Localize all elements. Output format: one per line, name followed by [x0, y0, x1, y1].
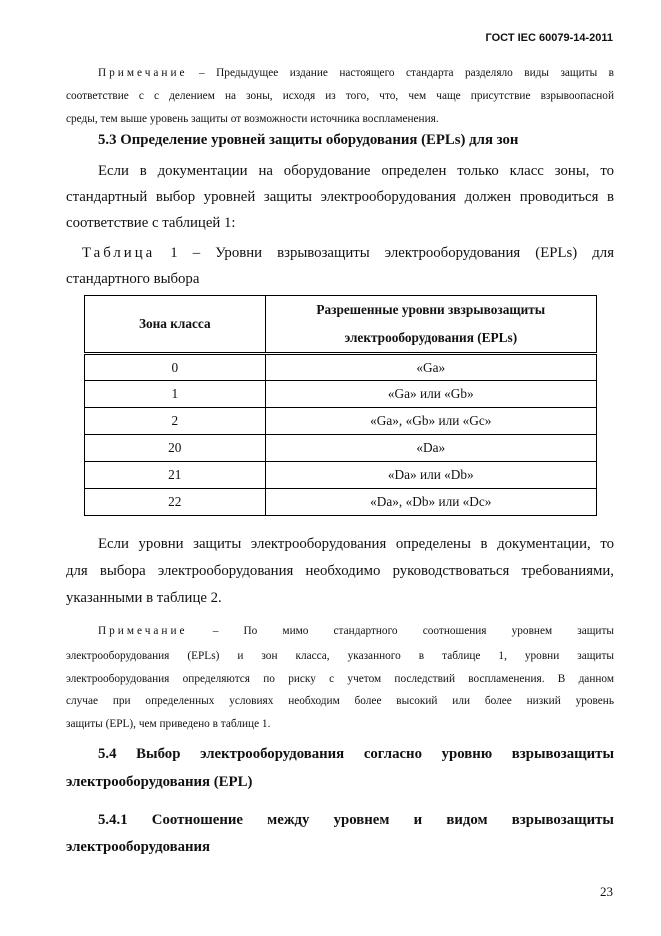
section-5-4-1-title-line1: 5.4.1 Соотношение между уровнем и видом взрывозащиты: [98, 812, 614, 828]
zone-cell: 20: [85, 435, 266, 462]
col-header-epl-line1: Разрешенные уровни звзрывозащиты: [316, 302, 546, 317]
table-header-row: [85, 296, 597, 354]
section-5-4-title-line1: 5.4 Выбор электрооборудования согласно уровню взрывозащиты: [98, 746, 614, 762]
table-row: [85, 408, 597, 435]
zone-cell: 2: [85, 408, 266, 435]
epl-cell: «Da» или «Db»: [265, 462, 596, 489]
section-5-3-line2: стандартный выбор уровней защиты электрооборудования должен проводиться в: [66, 189, 614, 205]
note2-dash: –: [212, 625, 219, 637]
table-row: [85, 462, 597, 489]
section-5-3-line3: соответствие с таблицей 1:: [66, 215, 236, 231]
table-row: [85, 489, 597, 516]
table-1: [84, 295, 597, 516]
epl-cell: «Ga»: [265, 354, 596, 381]
section-5-3-line1: Если в документации на оборудование определен только класс зоны, то: [98, 163, 614, 179]
para-line1: Если уровни защиты электрооборудования определены в документации, то: [98, 536, 614, 552]
note1-line3: среды, тем выше уровень защиты от возможности источника воспламенения.: [66, 113, 439, 125]
note1-dash: –: [199, 67, 205, 79]
table1-caption-text: 1 – Уровни взрывозащиты электрооборудования (EPLs) для: [170, 245, 614, 261]
table-row: [85, 354, 597, 381]
note1-line2: соответствие с с делением на зоны, исходя из того, что, чем чаще присутствие взрывоопасной: [66, 90, 614, 102]
note2-text: По мимо стандартного соотношения уровнем защиты: [243, 625, 615, 637]
page-number: 23: [600, 884, 613, 899]
note2-line2: электрооборудования (EPLs) и зон класса, указанного в таблице 1, уровни защиты: [66, 650, 614, 662]
epl-cell: «Da», «Db» или «Dc»: [265, 489, 596, 516]
note1-text: Предыдущее издание настоящего стандарта разделяло виды защиты в: [216, 67, 614, 79]
document-standard-id: ГОСТ IEC 60079-14-2011: [485, 32, 613, 44]
epl-cell: «Ga», «Gb» или «Gc»: [265, 408, 596, 435]
col-header-epl: [265, 296, 596, 354]
col-header-epl-line2: электрооборудования (EPLs): [344, 330, 518, 345]
note2-line3: электрооборудования определяются по риску с учетом последствий воспламенения. В данном: [66, 673, 614, 685]
note1-line1: [98, 62, 614, 84]
note2-label: Примечание: [98, 625, 188, 637]
col-header-zone: Зона класса: [85, 296, 266, 354]
zone-cell: 1: [85, 381, 266, 408]
table1-caption-line2: стандартного выбора: [66, 271, 200, 287]
epl-cell: «Ga» или «Gb»: [265, 381, 596, 408]
table-row: [85, 435, 597, 462]
section-5-4-1-title-line2: электрооборудования: [66, 839, 211, 855]
section-5-4-title-line2: электрооборудования (EPL): [66, 774, 253, 790]
para-line3: указанными в таблице 2.: [66, 590, 222, 606]
table-row: [85, 381, 597, 408]
zone-cell: 0: [85, 354, 266, 381]
table1-caption-label: Таблица: [82, 245, 156, 261]
note2-line1: [98, 620, 614, 642]
section-5-3-title: 5.3 Определение уровней защиты оборудования (EPLs) для зон: [98, 132, 519, 148]
para-line2: для выбора электрооборудования необходимо руководствоваться требованиями,: [66, 563, 614, 579]
zone-cell: 21: [85, 462, 266, 489]
table1-caption-line1: [82, 240, 614, 266]
note2-line4: случае при определенных условиях необходим более высокий или более низкий уровень: [66, 695, 614, 707]
zone-cell: 22: [85, 489, 266, 516]
note2-line5: защиты (EPL), чем приведено в таблице 1.: [66, 718, 271, 730]
note1-label: Примечание: [98, 67, 188, 79]
epl-cell: «Da»: [265, 435, 596, 462]
